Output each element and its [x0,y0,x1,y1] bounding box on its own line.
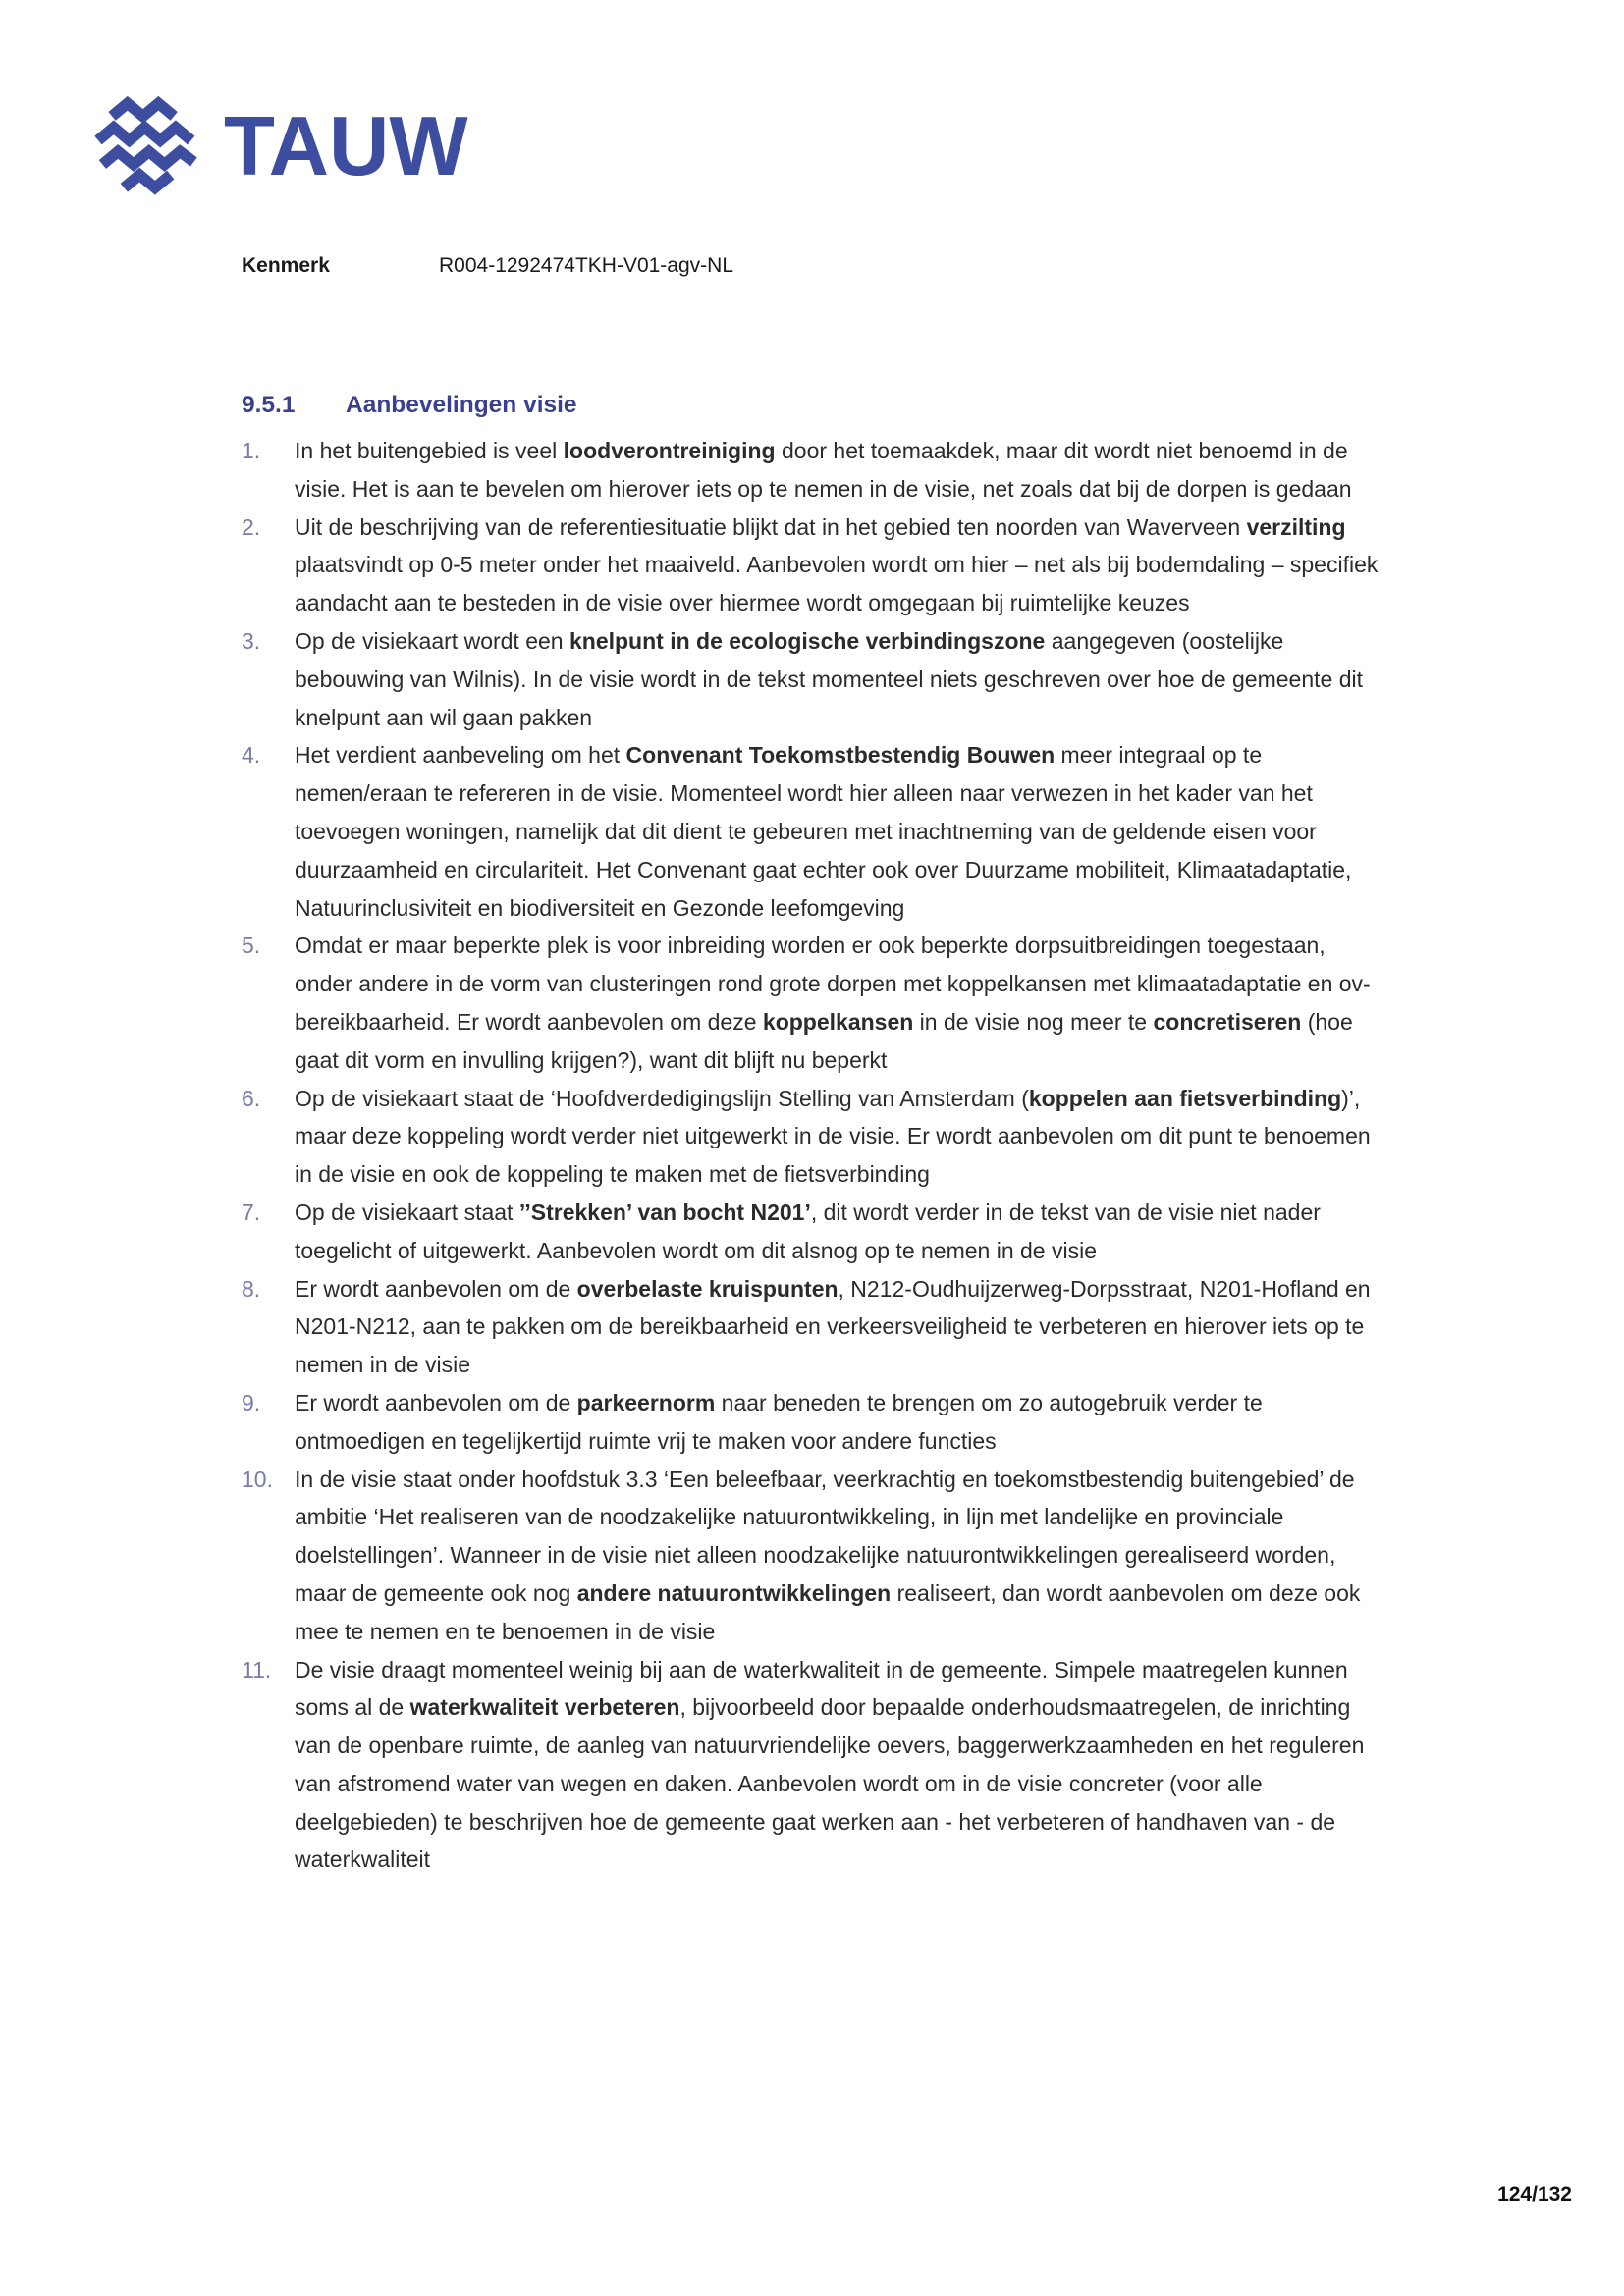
list-item-number: 2. [242,513,261,540]
tauw-waves-icon [91,95,203,204]
list-item-text: In het buitengebied is veel loodverontreiniging door het toemaakdek, maar dit wordt niet benoemd in de visie. Het is aan te bevelen om hierover iets op te nemen in de visie, net zoals dat bij de dorpen is gedaan [295,438,1352,502]
list-item [242,1461,1382,1651]
list-item-text: Omdat er maar beperkte plek is voor inbreiding worden er ook beperkte dorpsuitbreidingen toegestaan, onder andere in de vorm van clusteringen rond grote dorpen met koppelkansen met klimaatadaptatie en ov-bereikbaarheid. Er wordt aanbevolen om deze koppelkansen in de visie nog meer te concretiseren (hoe gaat dit vorm en invulling krijgen?), want dit blijft nu beperkt [295,933,1371,1073]
list-item-text: In de visie staat onder hoofdstuk 3.3 ‘Een beleefbaar, veerkrachtig en toekomstbestendig buitengebied’ de ambitie ‘Het realiseren van de noodzakelijke natuurontwikkeling, in lijn met landelijke en provinciale doelstellingen’. Wanneer in de visie niet alleen noodzakelijke natuurontwikkelingen gerealiseerd worden, maar de gemeente ook nog andere natuurontwikkelingen realiseert, dan wordt aanbevolen om deze ook mee te nemen en te benoemen in de visie [295,1466,1361,1644]
list-item [242,1194,1382,1270]
list-item-number: 11. [242,1656,272,1682]
list-item-text: Op de visiekaart staat ’’Strekken’ van bocht N201’, dit wordt verder in de tekst van de visie niet nader toegelicht of uitgewerkt. Aanbevolen wordt om dit alsnog op te nemen in de visie [295,1199,1321,1263]
kenmerk-value: R004-1292474TKH-V01-agv-NL [439,254,733,277]
list-item [242,1270,1382,1384]
list-item [242,736,1382,927]
list-item [242,927,1382,1079]
tauw-logo-wordmark: TAUW [224,100,468,193]
list-item-number: 7. [242,1199,261,1225]
kenmerk-row [242,254,733,278]
list-item [242,622,1382,736]
list-item-number: 8. [242,1275,261,1302]
list-item-text: Er wordt aanbevolen om de overbelaste kruispunten, N212-Oudhuijzerweg-Dorpsstraat, N201-Hofland en N201-N212, aan te pakken om de bereikbaarheid en verkeersveiligheid te verbeteren en hierover iets op te nemen in de visie [295,1275,1371,1378]
list-item [242,1384,1382,1461]
recommendations-list [242,432,1382,1879]
list-item [242,1651,1382,1880]
kenmerk-label: Kenmerk [242,254,330,277]
list-item [242,508,1382,622]
list-item-text: Er wordt aanbevolen om de parkeernorm naar beneden te brengen om zo autogebruik verder te ontmoedigen en tegelijkertijd ruimte vrij te maken voor andere functies [295,1389,1263,1454]
list-item-number: 6. [242,1085,261,1111]
list-item-text: Uit de beschrijving van de referentiesituatie blijkt dat in het gebied ten noorden van Waverveen verzilting plaatsvindt op 0-5 meter onder het maaiveld. Aanbevolen wordt om hier – net als bij bodemdaling – specifiek aandacht aan te besteden in de visie over hiermee wordt omgegaan bij ruimtelijke keuzes [295,513,1379,616]
list-item-text: De visie draagt momenteel weinig bij aan de waterkwaliteit in de gemeente. Simpele maatregelen kunnen soms al de waterkwaliteit verbeteren, bijvoorbeeld door bepaalde onderhoudsmaatregelen, de inrichting van de openbare ruimte, de aanleg van natuurvriendelijke oevers, baggerwerkzaamheden en het reguleren van afstromend water van wegen en daken. Aanbevolen wordt om in de visie concreter (voor alle deelgebieden) te beschrijven hoe de gemeente gaat werken aan - het verbeteren of handhaven van - de waterkwaliteit [295,1656,1365,1873]
list-item-number: 10. [242,1466,273,1492]
list-item-text: Op de visiekaart staat de ‘Hoofdverdedigingslijn Stelling van Amsterdam (koppelen aan fietsverbinding)’, maar deze koppeling wordt verder niet uitgewerkt in de visie. Er wordt aanbevolen om dit punt te benoemen in de visie en ook de koppeling te maken met de fietsverbinding [295,1085,1371,1188]
list-item-text: Op de visiekaart wordt een knelpunt in de ecologische verbindingszone aangegeven (oostelijke bebouwing van Wilnis). In de visie wordt in de tekst momenteel niets geschreven over hoe de gemeente dit knelpunt aan wil gaan pakken [295,627,1363,730]
list-item-number: 9. [242,1389,261,1415]
list-item-number: 1. [242,438,261,463]
section-number: 9.5.1 [242,392,296,418]
list-item-number: 5. [242,933,261,959]
list-item [242,1080,1382,1194]
list-item-text: Het verdient aanbeveling om het Convenant Toekomstbestendig Bouwen meer integraal op te nemen/eraan te refereren in de visie. Momenteel wordt hier alleen naar verwezen in het kader van het toevoegen woningen, namelijk dat dit dient te gebeuren met inachtneming van de geldende eisen voor duurzaamheid en circulariteit. Het Convenant gaat echter ook over Duurzame mobiliteit, Klimaatadaptatie, Natuurinclusiviteit en biodiversiteit en Gezonde leefomgeving [295,742,1352,921]
page-number: 124/132 [1497,2183,1572,2206]
section-title: Aanbevelingen visie [346,392,577,418]
list-item [242,432,1382,508]
list-item-number: 4. [242,742,261,769]
section-heading [242,392,577,419]
list-item-number: 3. [242,627,261,654]
